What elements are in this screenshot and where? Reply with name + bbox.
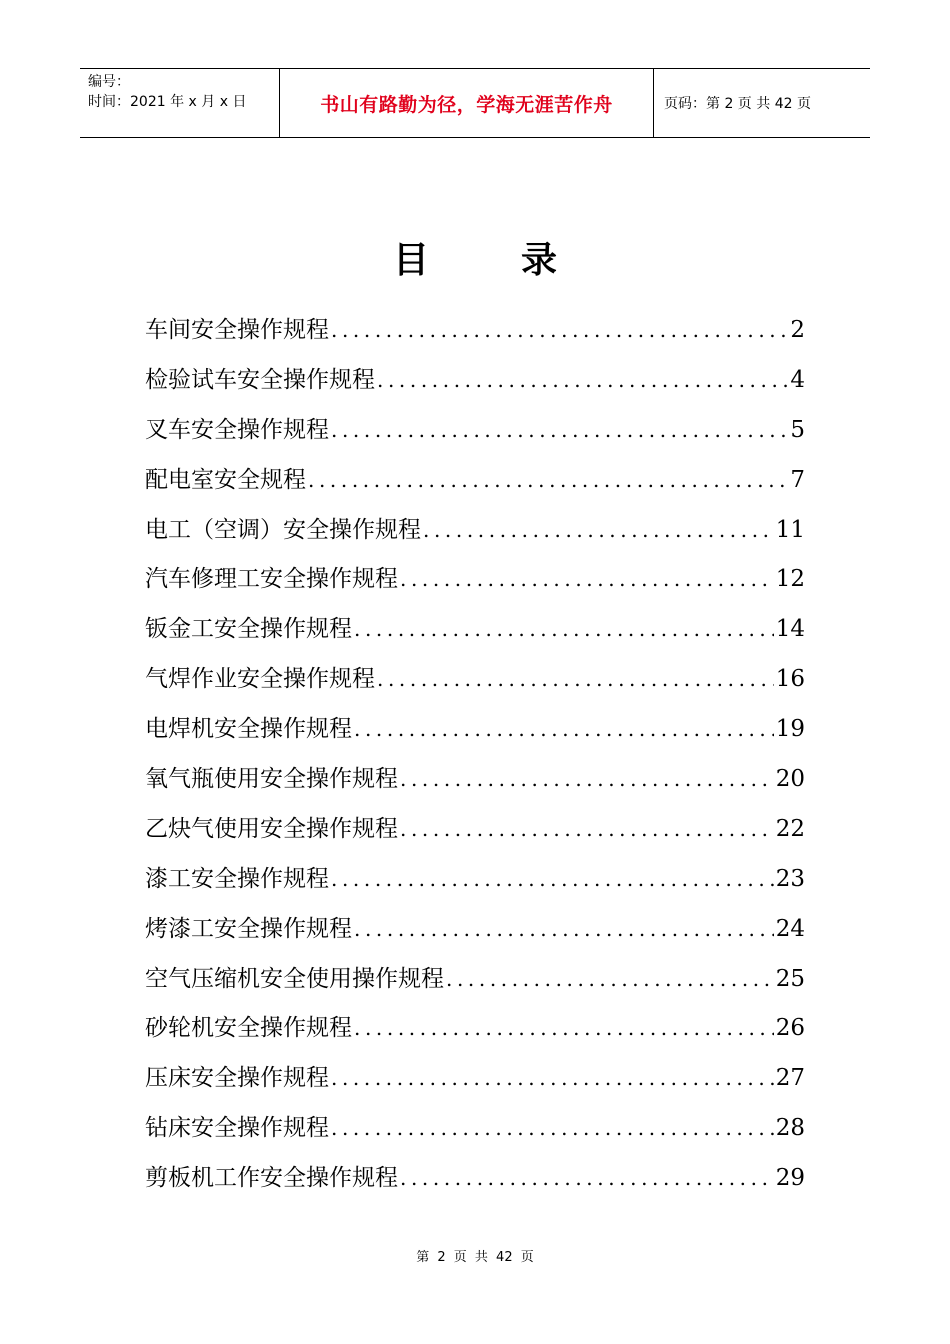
- toc-leader-dots: [331, 1054, 774, 1104]
- toc-entry[interactable]: [145, 555, 805, 605]
- toc-entry-title: 砂轮机安全操作规程: [145, 1015, 352, 1042]
- toc-entry-page: 2: [790, 317, 805, 343]
- toc-entry-page: 16: [775, 666, 805, 693]
- toc-entry-title: 氧气瓶使用安全操作规程: [145, 766, 398, 793]
- toc-entry-title: 烤漆工安全操作规程: [145, 915, 352, 942]
- toc-entry-title: 压床安全操作规程: [145, 1065, 329, 1092]
- toc-entry[interactable]: [145, 605, 805, 655]
- toc-entry-page: 28: [775, 1115, 805, 1142]
- header-meta: [80, 69, 280, 137]
- time-label: 时间：2021 年 x 月 x 日: [88, 94, 247, 110]
- toc-entry-page: 5: [790, 416, 805, 443]
- toc-leader-dots: [377, 655, 774, 705]
- toc-leader-dots: [377, 356, 788, 406]
- toc-entry[interactable]: [145, 456, 805, 506]
- toc-entry[interactable]: [145, 356, 805, 406]
- toc-entry-title: 汽车修理工安全操作规程: [145, 566, 398, 593]
- toc-entry[interactable]: [145, 905, 805, 955]
- toc-leader-dots: [400, 805, 774, 855]
- toc-entry-title: 检验试车安全操作规程: [145, 366, 375, 393]
- toc-entry[interactable]: [145, 805, 805, 855]
- toc-leader-dots: [331, 1104, 774, 1154]
- toc-entry[interactable]: [145, 1154, 805, 1204]
- toc-entry-page: 27: [775, 1065, 805, 1092]
- toc-entry[interactable]: [145, 306, 805, 356]
- toc-leader-dots: [354, 905, 774, 955]
- toc-entry-page: 26: [775, 1015, 805, 1042]
- toc-leader-dots: [354, 1004, 774, 1054]
- toc-entry[interactable]: [145, 955, 805, 1005]
- toc-entry-page: 4: [790, 366, 805, 393]
- toc-entry[interactable]: [145, 1054, 805, 1104]
- toc-entry-title: 空气压缩机安全使用操作规程: [145, 965, 444, 992]
- toc-leader-dots: [400, 555, 774, 605]
- toc-entry-title: 乙炔气使用安全操作规程: [145, 815, 398, 842]
- toc-leader-dots: [331, 306, 788, 356]
- toc-entry-title: 剪板机工作安全操作规程: [145, 1165, 398, 1192]
- toc-entry-page: 22: [775, 815, 805, 842]
- toc-entry-page: 24: [775, 915, 805, 942]
- toc-entry[interactable]: [145, 855, 805, 905]
- toc-entry-page: 25: [775, 965, 805, 992]
- toc-entry[interactable]: [145, 755, 805, 805]
- toc-entry-page: 23: [775, 865, 805, 892]
- toc-title-char-2: 录: [521, 240, 558, 281]
- toc-leader-dots: [331, 855, 774, 905]
- toc-entry-page: 7: [790, 466, 805, 493]
- toc-entry[interactable]: [145, 705, 805, 755]
- toc-entry-title: 叉车安全操作规程: [145, 416, 329, 443]
- toc-entry[interactable]: [145, 506, 805, 556]
- toc-entry-title: 气焊作业安全操作规程: [145, 666, 375, 693]
- toc-entry-title: 钻床安全操作规程: [145, 1115, 329, 1142]
- toc-leader-dots: [446, 955, 774, 1005]
- number-label: 编号：: [88, 74, 130, 90]
- toc-entry-title: 配电室安全规程: [145, 466, 306, 493]
- toc-leader-dots: [400, 755, 774, 805]
- toc-entry-page: 12: [775, 566, 805, 593]
- toc-entry-page: 14: [775, 616, 805, 643]
- toc-title: [0, 232, 950, 283]
- toc-entry[interactable]: [145, 406, 805, 456]
- toc-entry-page: 19: [775, 716, 805, 743]
- toc-leader-dots: [400, 1154, 774, 1204]
- page-header: [80, 68, 870, 138]
- toc-entry[interactable]: [145, 1004, 805, 1054]
- toc-entry-title: 钣金工安全操作规程: [145, 616, 352, 643]
- toc-entry-title: 车间安全操作规程: [145, 317, 329, 343]
- toc-leader-dots: [331, 406, 788, 456]
- toc-entry-title: 漆工安全操作规程: [145, 865, 329, 892]
- header-motto: 书山有路勤为径，学海无涯苦作舟: [280, 69, 654, 137]
- toc-entry[interactable]: [145, 655, 805, 705]
- toc-entry-page: 11: [775, 516, 805, 543]
- toc-leader-dots: [308, 456, 788, 506]
- toc-leader-dots: [354, 605, 774, 655]
- toc-entry-page: 20: [775, 766, 805, 793]
- toc-leader-dots: [423, 506, 774, 556]
- toc-entry-page: 29: [775, 1165, 805, 1192]
- table-of-contents: [145, 306, 805, 1204]
- header-page-code: 页码：第 2 页 共 42 页: [664, 96, 811, 112]
- toc-entry-title: 电工（空调）安全操作规程: [145, 516, 421, 543]
- page-footer: 第 2 页 共 42 页: [416, 1250, 534, 1265]
- toc-entry[interactable]: [145, 1104, 805, 1154]
- toc-entry-title: 电焊机安全操作规程: [145, 716, 352, 743]
- toc-leader-dots: [354, 705, 774, 755]
- toc-title-char-1: 目: [392, 240, 429, 281]
